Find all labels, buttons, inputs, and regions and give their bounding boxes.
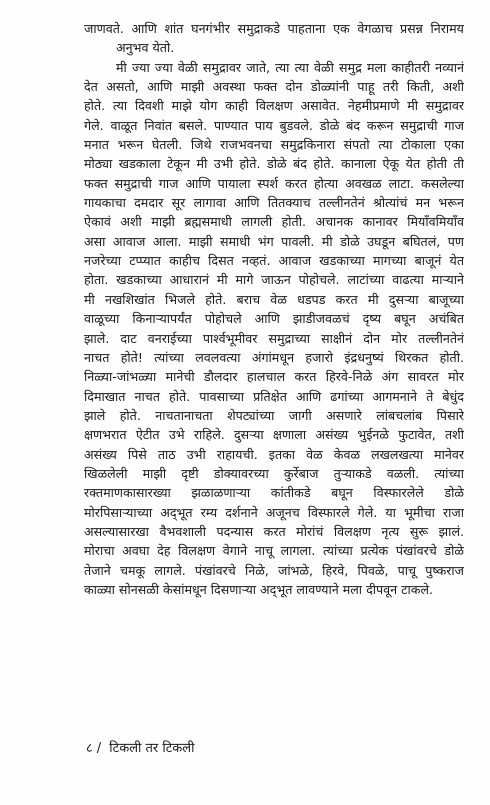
text-line: खिळलेली माझी दृष्टी डोक्यावरच्या कुर्रेबाज तुऱ्याकडे वळली. त्यांच्या xyxy=(84,465,464,481)
text-line: झाले. दाट वनराईच्या पार्श्वभूमीवर समुद्राच्या साक्षीनं दोन मोर तल्लीनतेनं xyxy=(84,330,464,346)
text-line: मोठ्या खडकाला टेकून मी उभी होते. डोळे बंद होते. कानाला ऐकू येत होती ती xyxy=(84,156,464,172)
text-line: नजरेच्या टप्प्यात काहीच दिसत नव्हतं. आवाज खडकाच्या मागच्या बाजूनं येत xyxy=(84,253,464,269)
text-line: अनुभव येतो. xyxy=(116,40,175,56)
text-line: काळ्या सोनसळी केसांमधून दिसणाऱ्या अद्‌भूत लावण्याने मला दीपवून टाकले. xyxy=(84,581,433,597)
text-line: तेजाने चमकू लागले. पंखांवरचे निळे, जांभळे, हिरवे, पिवळे, पाचू पुष्कराज xyxy=(84,562,464,578)
book-title: टिकली तर टिकली xyxy=(109,741,195,756)
text-line: गायकाचा दमदार सूर लागावा आणि तितक्याच तल्लीनतेनं श्रोत्यांचं मन भरून xyxy=(84,195,464,211)
text-line: होते. त्या दिवशी माझे योग काही विलक्षण असावेत. नेहमीप्रमाणे मी समुद्रावर xyxy=(84,98,464,114)
text-line: दिमाखात नाचत होते. पावसाच्या प्रतिक्षेत आणि ढगांच्या आगमनाने ते बेधुंद xyxy=(84,388,464,404)
text-line: रक्तमाणकासारख्या झळाळणाऱ्या कांतीकडे बघून विस्फारलेले डोळे xyxy=(84,485,464,501)
text-line: झाले होते. नाचतानाचता शेपट्यांच्या जागी असणारे लांबचलांब पिसारे xyxy=(84,407,464,423)
text-line: फक्त समुद्राची गाज आणि पायाला स्पर्श करत होत्या अवखळ लाटा. कसलेल्या xyxy=(84,175,464,191)
text-line: गेले. वाळूत निवांत बसले. पाण्यात पाय बुडवले. डोळे बंद करून समुद्राची गाज xyxy=(84,117,464,133)
page-number: ८ xyxy=(86,741,93,756)
text-line: मी ज्या ज्या वेळी समुद्रावर जाते, त्या त्या वेळी समुद्र मला काहीतरी नव्यानं xyxy=(116,59,464,75)
text-line: असंख्य पिसे ताठ उभी राहायची. इतका वेळ केवळ लखलखत्या मानेवर xyxy=(84,446,464,462)
text-line: होता. खडकाच्या आधारानं मी मागे जाऊन पोहोचले. लाटांच्या वाढत्या माऱ्याने xyxy=(84,272,464,288)
text-line: मोरपिसाऱ्याच्या अद्‌भूत रम्य दर्शनाने अजूनच विस्फारले गेले. या भूमीचा राजा xyxy=(84,504,464,520)
text-line: जाणवते. आणि शांत घनगंभीर समुद्राकडे पाहताना एक वेगळाच प्रसन्न निरामय xyxy=(84,21,464,36)
footer-separator: / xyxy=(96,741,102,756)
text-line: नाचत होते! त्यांच्या लवलवत्या अंगांमधून हजारो इंद्रधनुष्यं थिरकत होती. xyxy=(84,349,464,365)
text-line: ऐकावं अशी माझी ब्रह्मसमाधी लागली होती. अचानक कानावर मियाँवमियाँव xyxy=(84,214,464,230)
text-line: मी नखशिखांत भिजले होते. बराच वेळ धडपड करत मी दुसऱ्या बाजूच्या xyxy=(84,291,464,307)
text-line: देत असतो, आणि माझी अवस्था फक्त दोन डोळ्यांनी पाहू तरी किती, अशी xyxy=(84,79,464,95)
text-line: असा आवाज आला. माझी समाधी भंग पावली. मी डोळे उघडून बघितलं, पण xyxy=(84,233,464,249)
body-text xyxy=(84,19,464,599)
text-line: मनात भरून घेतली. जिथे राजभवनचा समुद्रकिनारा संपतो त्या टोकाला एका xyxy=(84,137,464,153)
text-line: वाळूच्या किनाऱ्यापर्यंत पोहोचले आणि झाडीजवळचं दृष्य बघून अचंबित xyxy=(84,311,464,327)
text-line: असल्यासारखा वैभवशाली पदन्यास करत मोरांचं विलक्षण नृत्य सुरू झालं. xyxy=(84,523,464,539)
text-line: निळ्या-जांभळ्या मानेची डौलदार हालचाल करत हिरवे-निळे अंग सावरत मोर xyxy=(84,369,464,385)
text-line: मोराचा अवघा देह विलक्षण वेगाने नाचू लागला. त्यांच्या प्रत्येक पंखांवरचे डोळे xyxy=(84,543,464,559)
text-line: क्षणभरात ऐटीत उभे राहिले. दुसऱ्या क्षणाला असंख्य भुईनळे फुटावेत, तशी xyxy=(84,427,464,443)
page-footer xyxy=(86,740,198,758)
